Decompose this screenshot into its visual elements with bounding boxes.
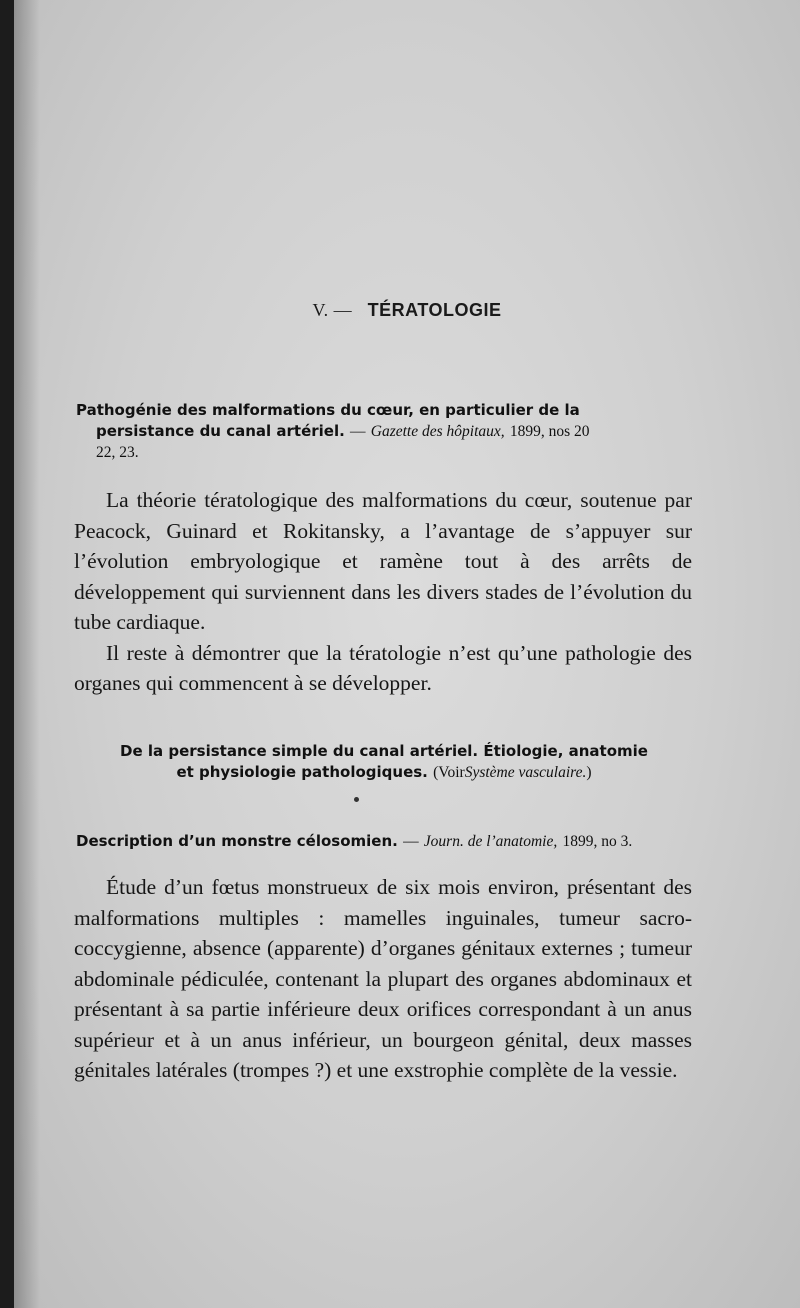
entry-1-title-line2: persistance du canal artériel.	[96, 422, 345, 440]
entry-1-source-rest: 1899, nos 20	[509, 423, 590, 440]
entry-2-heading	[76, 741, 692, 783]
entry-1-heading	[76, 400, 686, 463]
entry-1-source-journal: Gazette des hôpitaux,	[370, 423, 505, 440]
entry-3-body	[74, 872, 692, 1086]
page-shadow	[14, 0, 40, 1308]
entry-2-title-line2: et physiologie pathologiques.	[176, 763, 428, 781]
entry-2-source-prefix: (Voir	[433, 764, 465, 781]
entry-3-title: Description d’un monstre célosomien.	[76, 832, 398, 850]
entry-2-title-line1: De la persistance simple du canal artériel. Étiologie, anatomie	[120, 742, 648, 760]
entry-1-paragraph-1: La théorie tératologique des malformations du cœur, soutenue par Peacock, Guinard et Rokitansky, a l’avantage de s’appuyer sur l’évolution embryologique et ramène tout à des arrêts de développement qui surviennent dans les divers stades de l’évolution du tube cardiaque.	[74, 488, 692, 634]
entry-1-source-line3: 22, 23.	[96, 444, 139, 461]
entry-3-heading	[76, 831, 696, 852]
entry-2-source-suffix: )	[586, 764, 592, 781]
entry-1-source-sep: —	[350, 423, 366, 440]
entry-1-title-line2-wrap	[76, 421, 686, 463]
entry-3-paragraph-1: Étude d’un fœtus monstrueux de six mois environ, présentant des malformations multiples : mamelles inguinales, tumeur sacro-coccygienne, absence (apparente) d’organes génitaux externes ; tumeur abdominale pédiculée, contenant la plupart des organes abdominaux et présentant à sa partie inférieure deux orifices correspondant à un anus supérieur et à un anus inférieur, un bourgeon génital, deux masses génitales latérales (trompes ?) et une exstrophie complète de la vessie.	[74, 875, 692, 1082]
book-page	[14, 0, 800, 1308]
entry-2-source-journal: Système vasculaire.	[464, 764, 587, 781]
entry-3-source-sep: —	[403, 833, 419, 850]
section-number: V. —	[312, 300, 353, 320]
section-title: TÉRATOLOGIE	[367, 300, 502, 320]
entry-3-source-journal: Journ. de l’anatomie,	[423, 833, 558, 850]
entry-3-source-rest: 1899, no 3.	[562, 833, 633, 850]
separator-dot	[354, 797, 359, 802]
entry-1-paragraph-2: Il reste à démontrer que la tératologie n’est qu’une pathologie des organes qui commencent à se développer.	[74, 640, 692, 695]
section-heading	[14, 300, 800, 321]
entry-1-title-line1: Pathogénie des malformations du cœur, en particulier de la	[76, 401, 580, 419]
entry-1-body	[74, 485, 692, 699]
